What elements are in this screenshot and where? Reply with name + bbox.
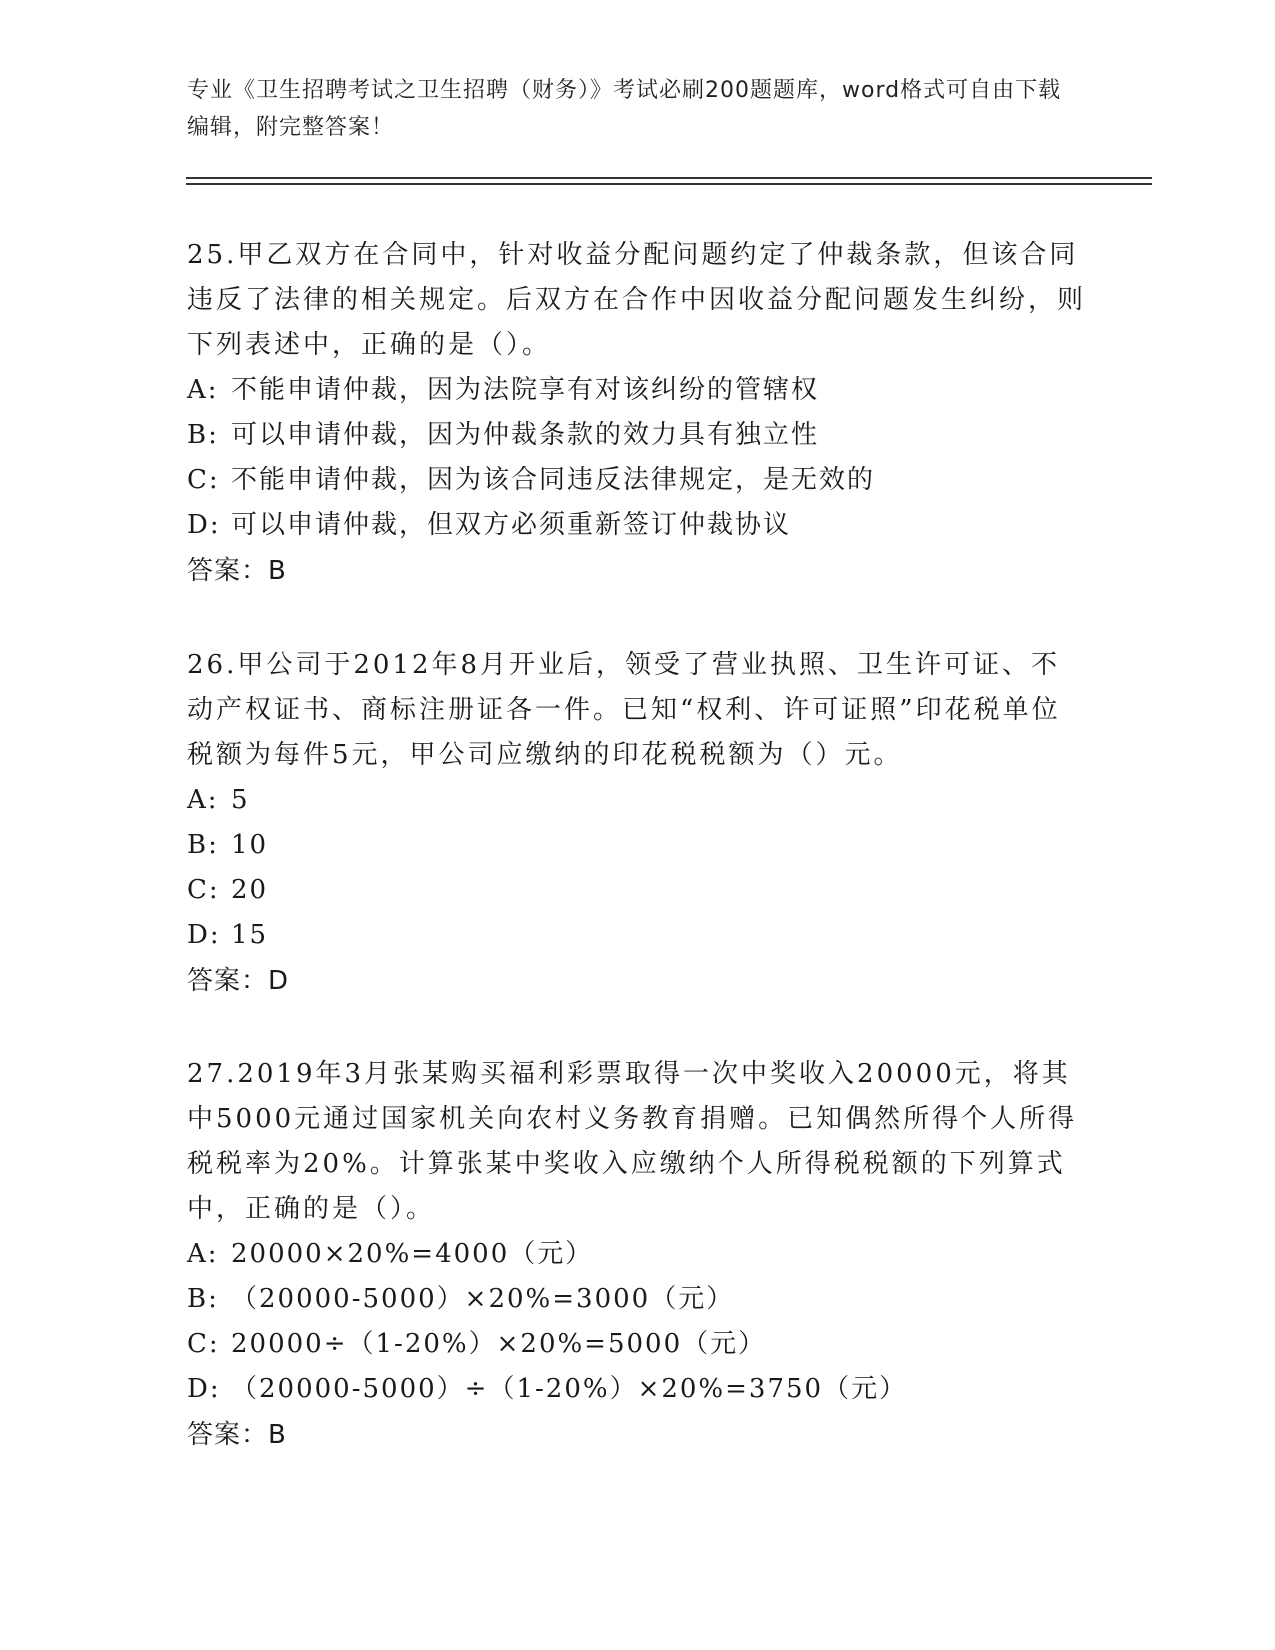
option-key: D: — [187, 1374, 221, 1404]
answer: 答案：B — [187, 1420, 287, 1450]
document-header — [187, 72, 1067, 146]
option-text: 可以申请仲裁，因为仲裁条款的效力具有独立性 — [231, 420, 820, 450]
answer: 答案：B — [187, 556, 287, 586]
option-key: C: — [187, 1329, 220, 1359]
option-c — [187, 1322, 1087, 1367]
option-key: A: — [187, 375, 219, 405]
option-text: 可以申请仲裁，但双方必须重新签订仲裁协议 — [231, 510, 792, 540]
header-divider-top — [186, 177, 1152, 179]
header-divider-bottom — [186, 183, 1152, 185]
header-text: 专业《卫生招聘考试之卫生招聘（财务）》考试必刷200题题库，word格式可自由下载编辑，附完整答案！ — [187, 78, 1062, 140]
question-27 — [187, 1052, 1087, 1458]
option-text: （20000-5000）×20%=3000（元） — [231, 1284, 735, 1314]
option-a — [187, 368, 1087, 413]
option-key: B: — [187, 420, 219, 450]
answer: 答案：D — [187, 966, 290, 996]
option-key: B: — [187, 830, 219, 860]
option-a — [187, 1232, 1087, 1277]
option-text: 5 — [231, 785, 250, 815]
option-key: D: — [187, 510, 221, 540]
question-stem: 27.2019年3月张某购买福利彩票取得一次中奖收入20000元，将其中5000元通过国家机关向农村义务教育捐赠。已知偶然所得个人所得税税率为20%。计算张某中奖收入应缴纳个人所得税税额的下列算式中，正确的是（）。 — [187, 1059, 1078, 1224]
option-text: 10 — [231, 830, 269, 860]
option-text: 不能申请仲裁，因为法院享有对该纠纷的管辖权 — [231, 375, 820, 405]
option-key: C: — [187, 875, 220, 905]
option-text: 20000×20%=4000（元） — [231, 1239, 594, 1269]
option-key: A: — [187, 1239, 219, 1269]
option-text: 20000÷（1-20%）×20%=5000（元） — [231, 1329, 767, 1359]
question-26 — [187, 643, 1087, 1004]
option-c — [187, 458, 1087, 503]
option-c — [187, 868, 1087, 913]
option-d — [187, 1367, 1087, 1412]
option-key: C: — [187, 465, 220, 495]
option-text: 20 — [231, 875, 269, 905]
option-d — [187, 503, 1087, 548]
option-b — [187, 823, 1087, 868]
option-a — [187, 778, 1087, 823]
option-text: （20000-5000）÷（1-20%）×20%=3750（元） — [231, 1374, 908, 1404]
option-key: B: — [187, 1284, 219, 1314]
option-d — [187, 913, 1087, 958]
option-key: A: — [187, 785, 219, 815]
question-25 — [187, 233, 1087, 594]
option-b — [187, 413, 1087, 458]
option-b — [187, 1277, 1087, 1322]
option-key: D: — [187, 920, 221, 950]
option-text: 不能申请仲裁，因为该合同违反法律规定，是无效的 — [231, 465, 876, 495]
question-stem: 25.甲乙双方在合同中，针对收益分配问题约定了仲裁条款，但该合同违反了法律的相关规定。后双方在合作中因收益分配问题发生纠纷，则下列表述中，正确的是（）。 — [187, 240, 1087, 360]
question-stem: 26.甲公司于2012年8月开业后，领受了营业执照、卫生许可证、不动产权证书、商标注册证各一件。已知“权利、许可证照”印花税单位税额为每件5元，甲公司应缴纳的印花税税额为（）元。 — [187, 650, 1061, 770]
option-text: 15 — [231, 920, 269, 950]
